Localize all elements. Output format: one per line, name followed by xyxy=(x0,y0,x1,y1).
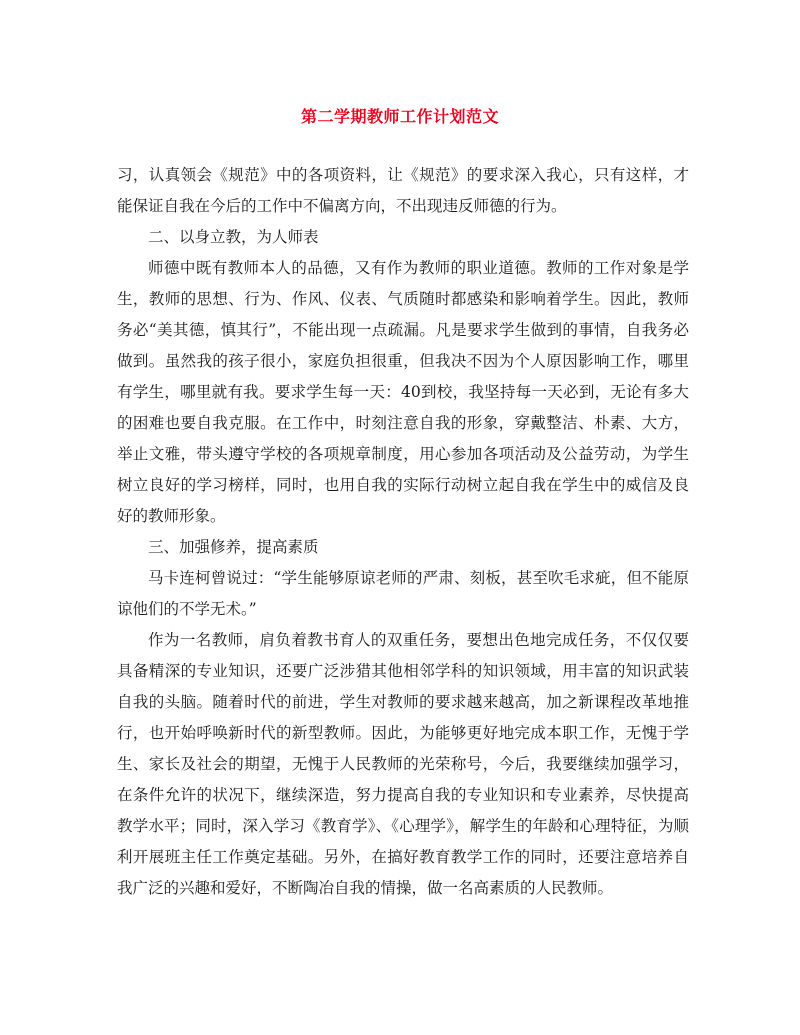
document-body xyxy=(117,160,689,904)
paragraph-self-improvement: 作为一名教师，肩负着教书育人的双重任务，要想出色地完成任务，不仅仅要具备精深的专业知识，还要广泛涉猎其他相邻学科的知识领域，用丰富的知识武装自我的头脑。随着时代的前进，学生对教师的要求越来越高，加之新课程改革地推行，也开始呼唤新时代的新型教师。因此，为能够更好地完成本职工作，无愧于学生、家长及社会的期望，无愧于人民教师的光荣称号，今后，我要继续加强学习，在条件允许的状况下，继续深造，努力提高自我的专业知识和专业素养，尽快提高教学水平；同时，深入学习《教育学》、《心理学》，解学生的年龄和心理特征，为顺利开展班主任工作奠定基础。另外，在搞好教育教学工作的同时，还要注意培养自我广泛的兴趣和爱好，不断陶冶自我的情操，做一名高素质的人民教师。 xyxy=(117,631,689,897)
paragraph-continuation: 习，认真领会《规范》中的各项资料，让《规范》的要求深入我心，只有这样，才能保证自我在今后的工作中不偏离方向，不出现违反师德的行为。 xyxy=(117,166,689,215)
paragraph-teacher-ethics: 师德中既有教师本人的品德，又有作为教师的职业道德。教师的工作对象是学生，教师的思想、行为、作风、仪表、气质随时都感染和影响着学生。因此，教师务必“美其德，慎其行”，不能出现一点疏漏。凡是要求学生做到的事情，自我务必做到。虽然我的孩子很小，家庭负担很重，但我决不因为个人原因影响工作，哪里有学生，哪里就有我。要求学生每一天：40到校，我坚持每一天必到，无论有多大的困难也要自我克服。在工作中，时刻注意自我的形象，穿戴整洁、朴素、大方，举止文雅，带头遵守学校的各项规章制度，用心参加各项活动及公益劳动，为学生树立良好的学习榜样，同时，也用自我的实际行动树立起自我在学生中的威信及良好的教师形象。 xyxy=(117,259,689,525)
section-heading-2: 二、以身立教，为人师表 xyxy=(148,228,319,246)
section-heading-3: 三、加强修养，提高素质 xyxy=(148,538,319,556)
paragraph-quote: 马卡连柯曾说过：“学生能够原谅老师的严肃、刻板，甚至吹毛求疵，但不能原谅他们的不学无术。” xyxy=(117,569,689,618)
document-title: 第二学期教师工作计划范文 xyxy=(300,107,499,126)
